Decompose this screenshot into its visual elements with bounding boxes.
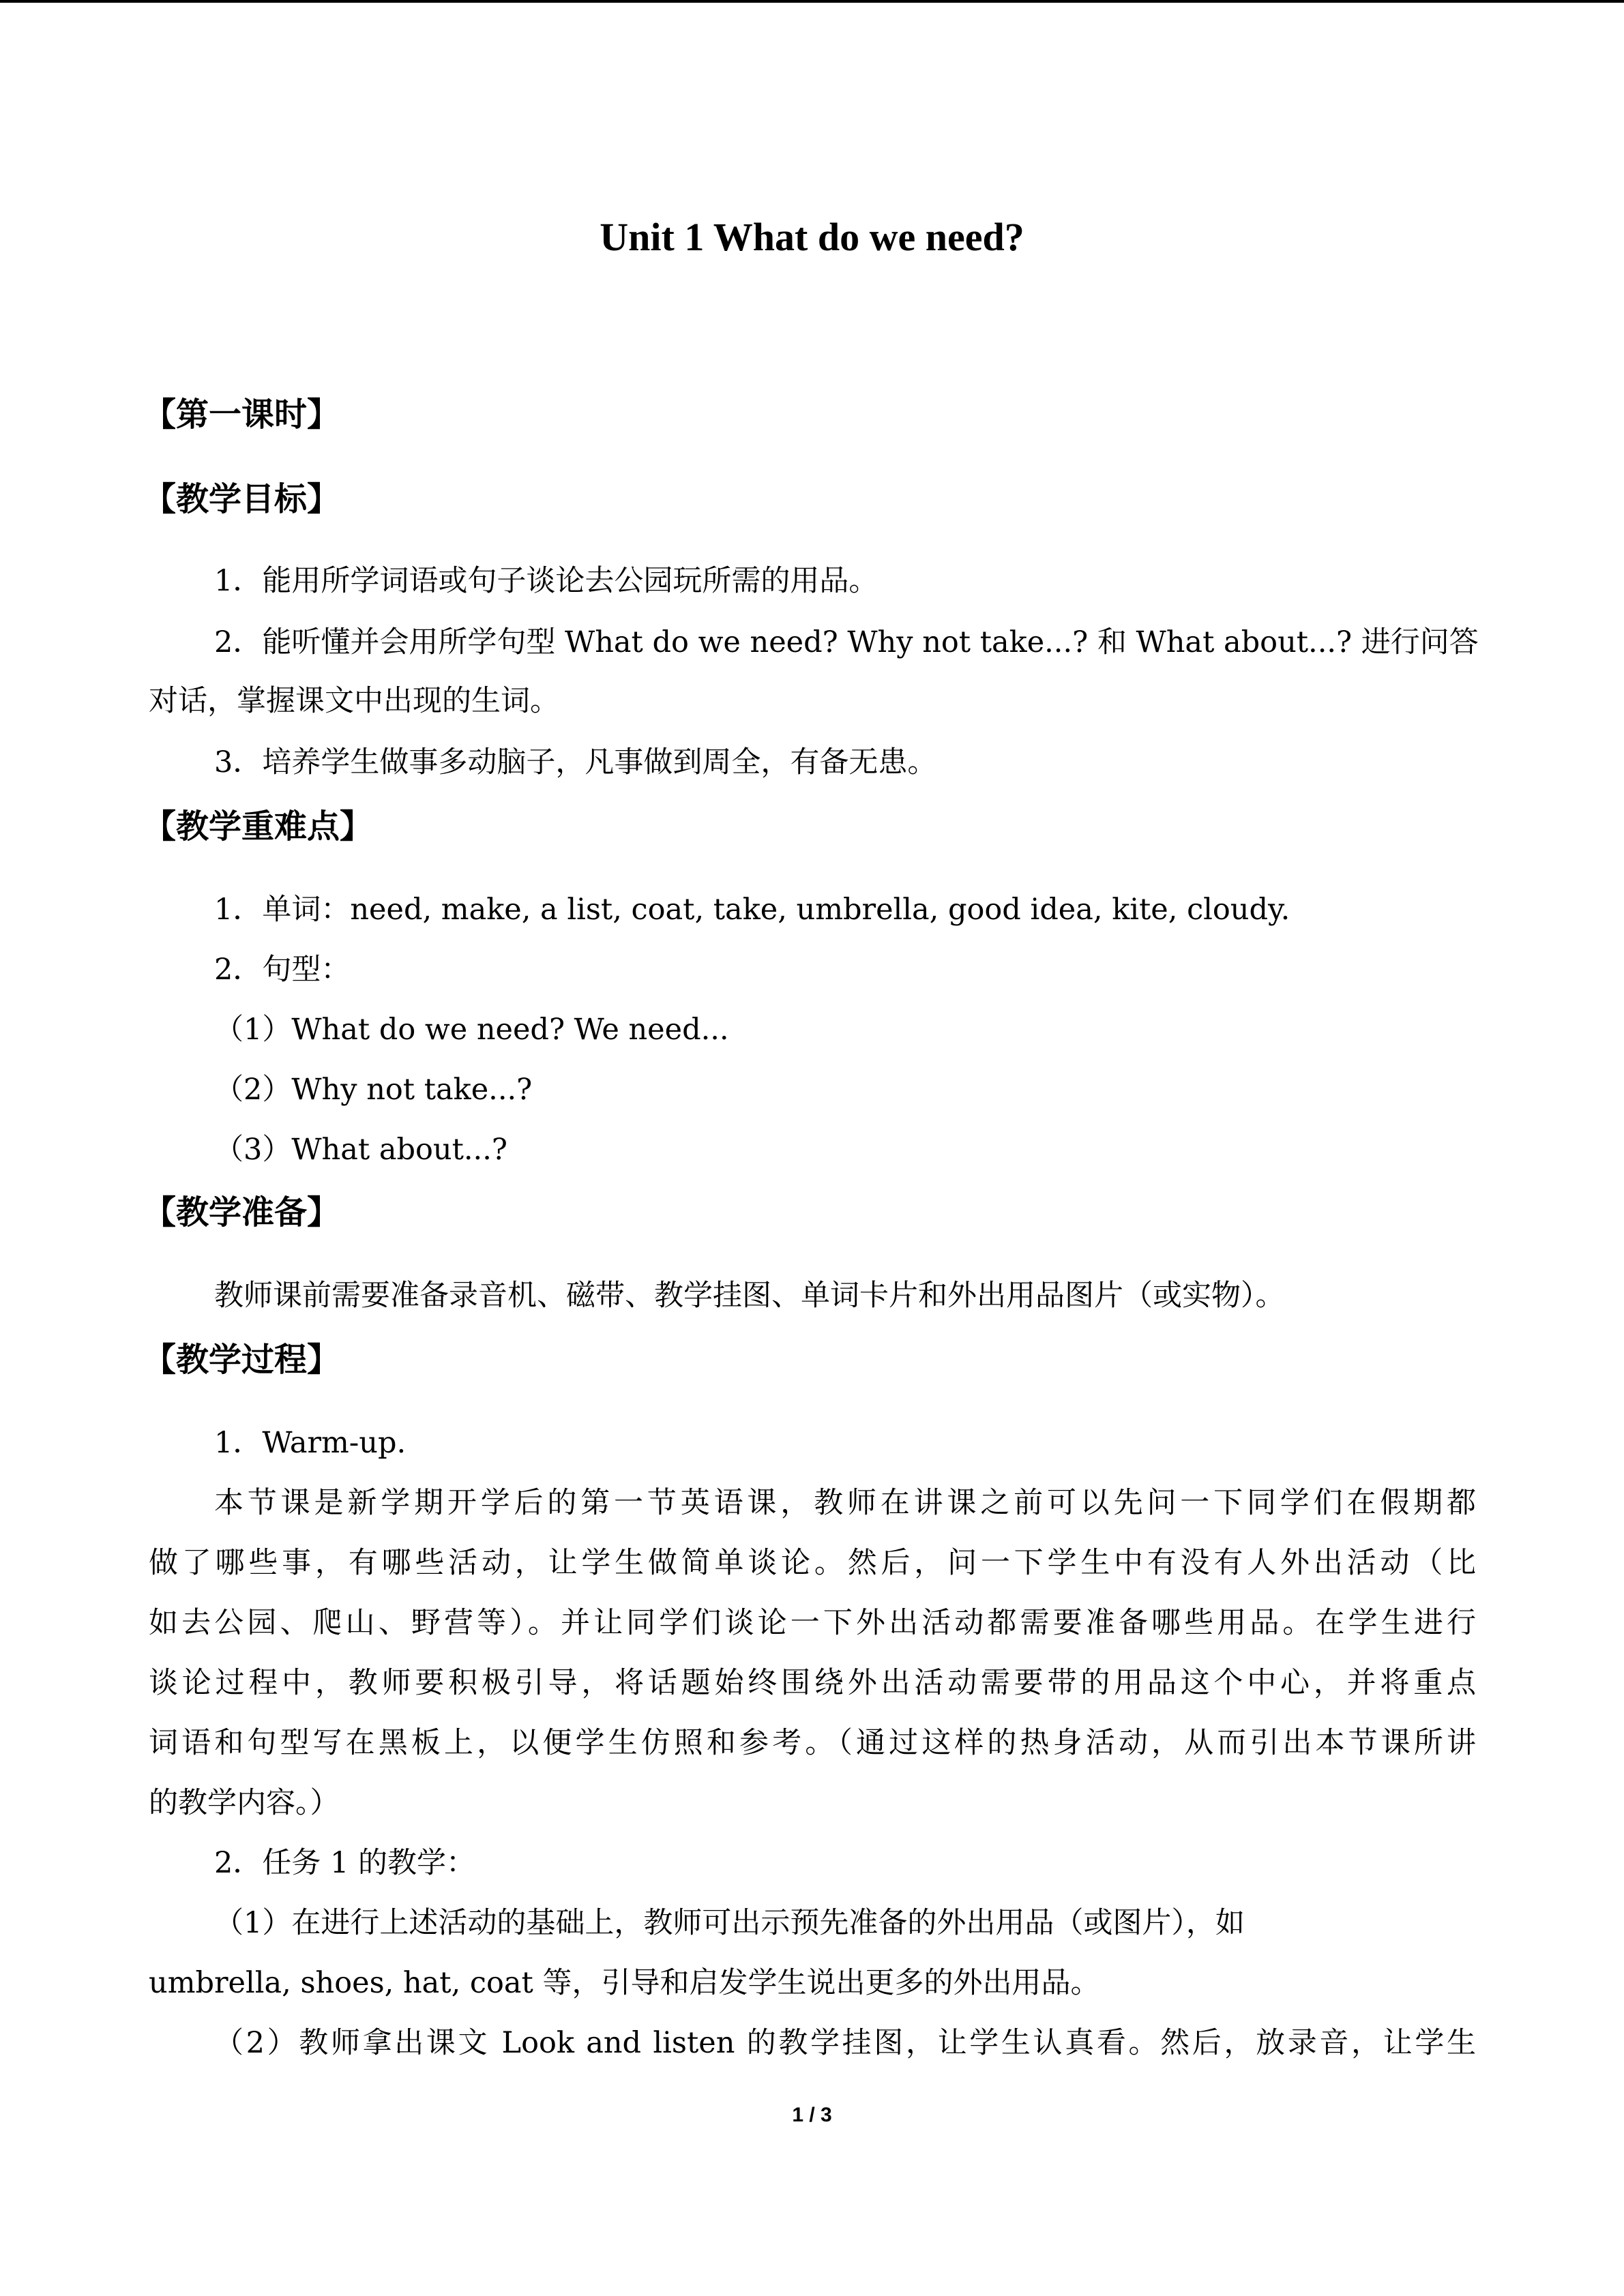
heading-key-points: 【教学重难点】	[143, 807, 373, 846]
process-step-1-label: 1．Warm-up.	[214, 1426, 407, 1460]
objective-item-1: 1．能用所学词语或句子谈论去公园玩所需的用品。	[214, 564, 879, 598]
preparation-text: 教师课前需要准备录音机、磁带、教学挂图、单词卡片和外出用品图片（或实物）。	[214, 1279, 1285, 1313]
process-step-2-sub-1-line-1: （1）在进行上述活动的基础上，教师可出示预先准备的外出用品（或图片），如	[214, 1906, 1245, 1940]
objective-item-2-line-1: 2．能听懂并会用所学句型 What do we need? Why not take...? 和 What about...? 进行问答	[214, 625, 1479, 659]
key-points-sentence-1: （1）What do we need? We need...	[214, 1013, 729, 1047]
process-step-2-label: 2．任务 1 的教学：	[214, 1846, 476, 1880]
objective-item-2-line-2: 对话，掌握课文中出现的生词。	[149, 684, 559, 718]
process-step-1-paragraph-line-4: 谈论过程中，教师要积极引导，将话题始终围绕外出活动需要带的用品这个中心，并将重点	[149, 1666, 1476, 1700]
top-border-rule	[0, 0, 1624, 3]
heading-objectives: 【教学目标】	[143, 480, 340, 518]
key-points-sentences-label: 2．句型：	[214, 953, 351, 987]
heading-process: 【教学过程】	[143, 1341, 340, 1379]
page-number: 1 / 3	[792, 2104, 832, 2126]
process-step-1-paragraph-line-1: 本节课是新学期开学后的第一节英语课，教师在讲课之前可以先问一下同学们在假期都	[214, 1486, 1476, 1520]
key-points-sentence-3: （3）What about...?	[214, 1133, 507, 1167]
process-step-2-sub-2-line-1: （2）教师拿出课文 Look and listen 的教学挂图，让学生认真看。然后，放录音，让学生	[214, 2026, 1476, 2060]
document-title: Unit 1 What do we need?	[600, 215, 1024, 259]
process-step-1-paragraph-line-2: 做了哪些事，有哪些活动，让学生做简单谈论。然后，问一下学生中有没有人外出活动（比	[149, 1546, 1476, 1580]
heading-lesson: 【第一课时】	[143, 396, 340, 434]
process-step-2-sub-1-line-2: umbrella, shoes, hat, coat 等，引导和启发学生说出更多的外出用品。	[149, 1966, 1100, 2000]
process-step-1-paragraph-line-6: 的教学内容。）	[149, 1786, 340, 1820]
objective-item-3: 3．培养学生做事多动脑子，凡事做到周全，有备无患。	[214, 745, 937, 779]
key-points-words: 1．单词：need, make, a list, coat, take, umbrella, good idea, kite, cloudy.	[214, 893, 1290, 927]
key-points-sentence-2: （2）Why not take...?	[214, 1073, 533, 1107]
process-step-1-paragraph-line-3: 如去公园、爬山、野营等）。并让同学们谈论一下外出活动都需要准备哪些用品。在学生进行	[149, 1606, 1476, 1640]
heading-preparation: 【教学准备】	[143, 1193, 340, 1232]
process-step-1-paragraph-line-5: 词语和句型写在黑板上，以便学生仿照和参考。（通过这样的热身活动，从而引出本节课所讲	[149, 1726, 1476, 1760]
